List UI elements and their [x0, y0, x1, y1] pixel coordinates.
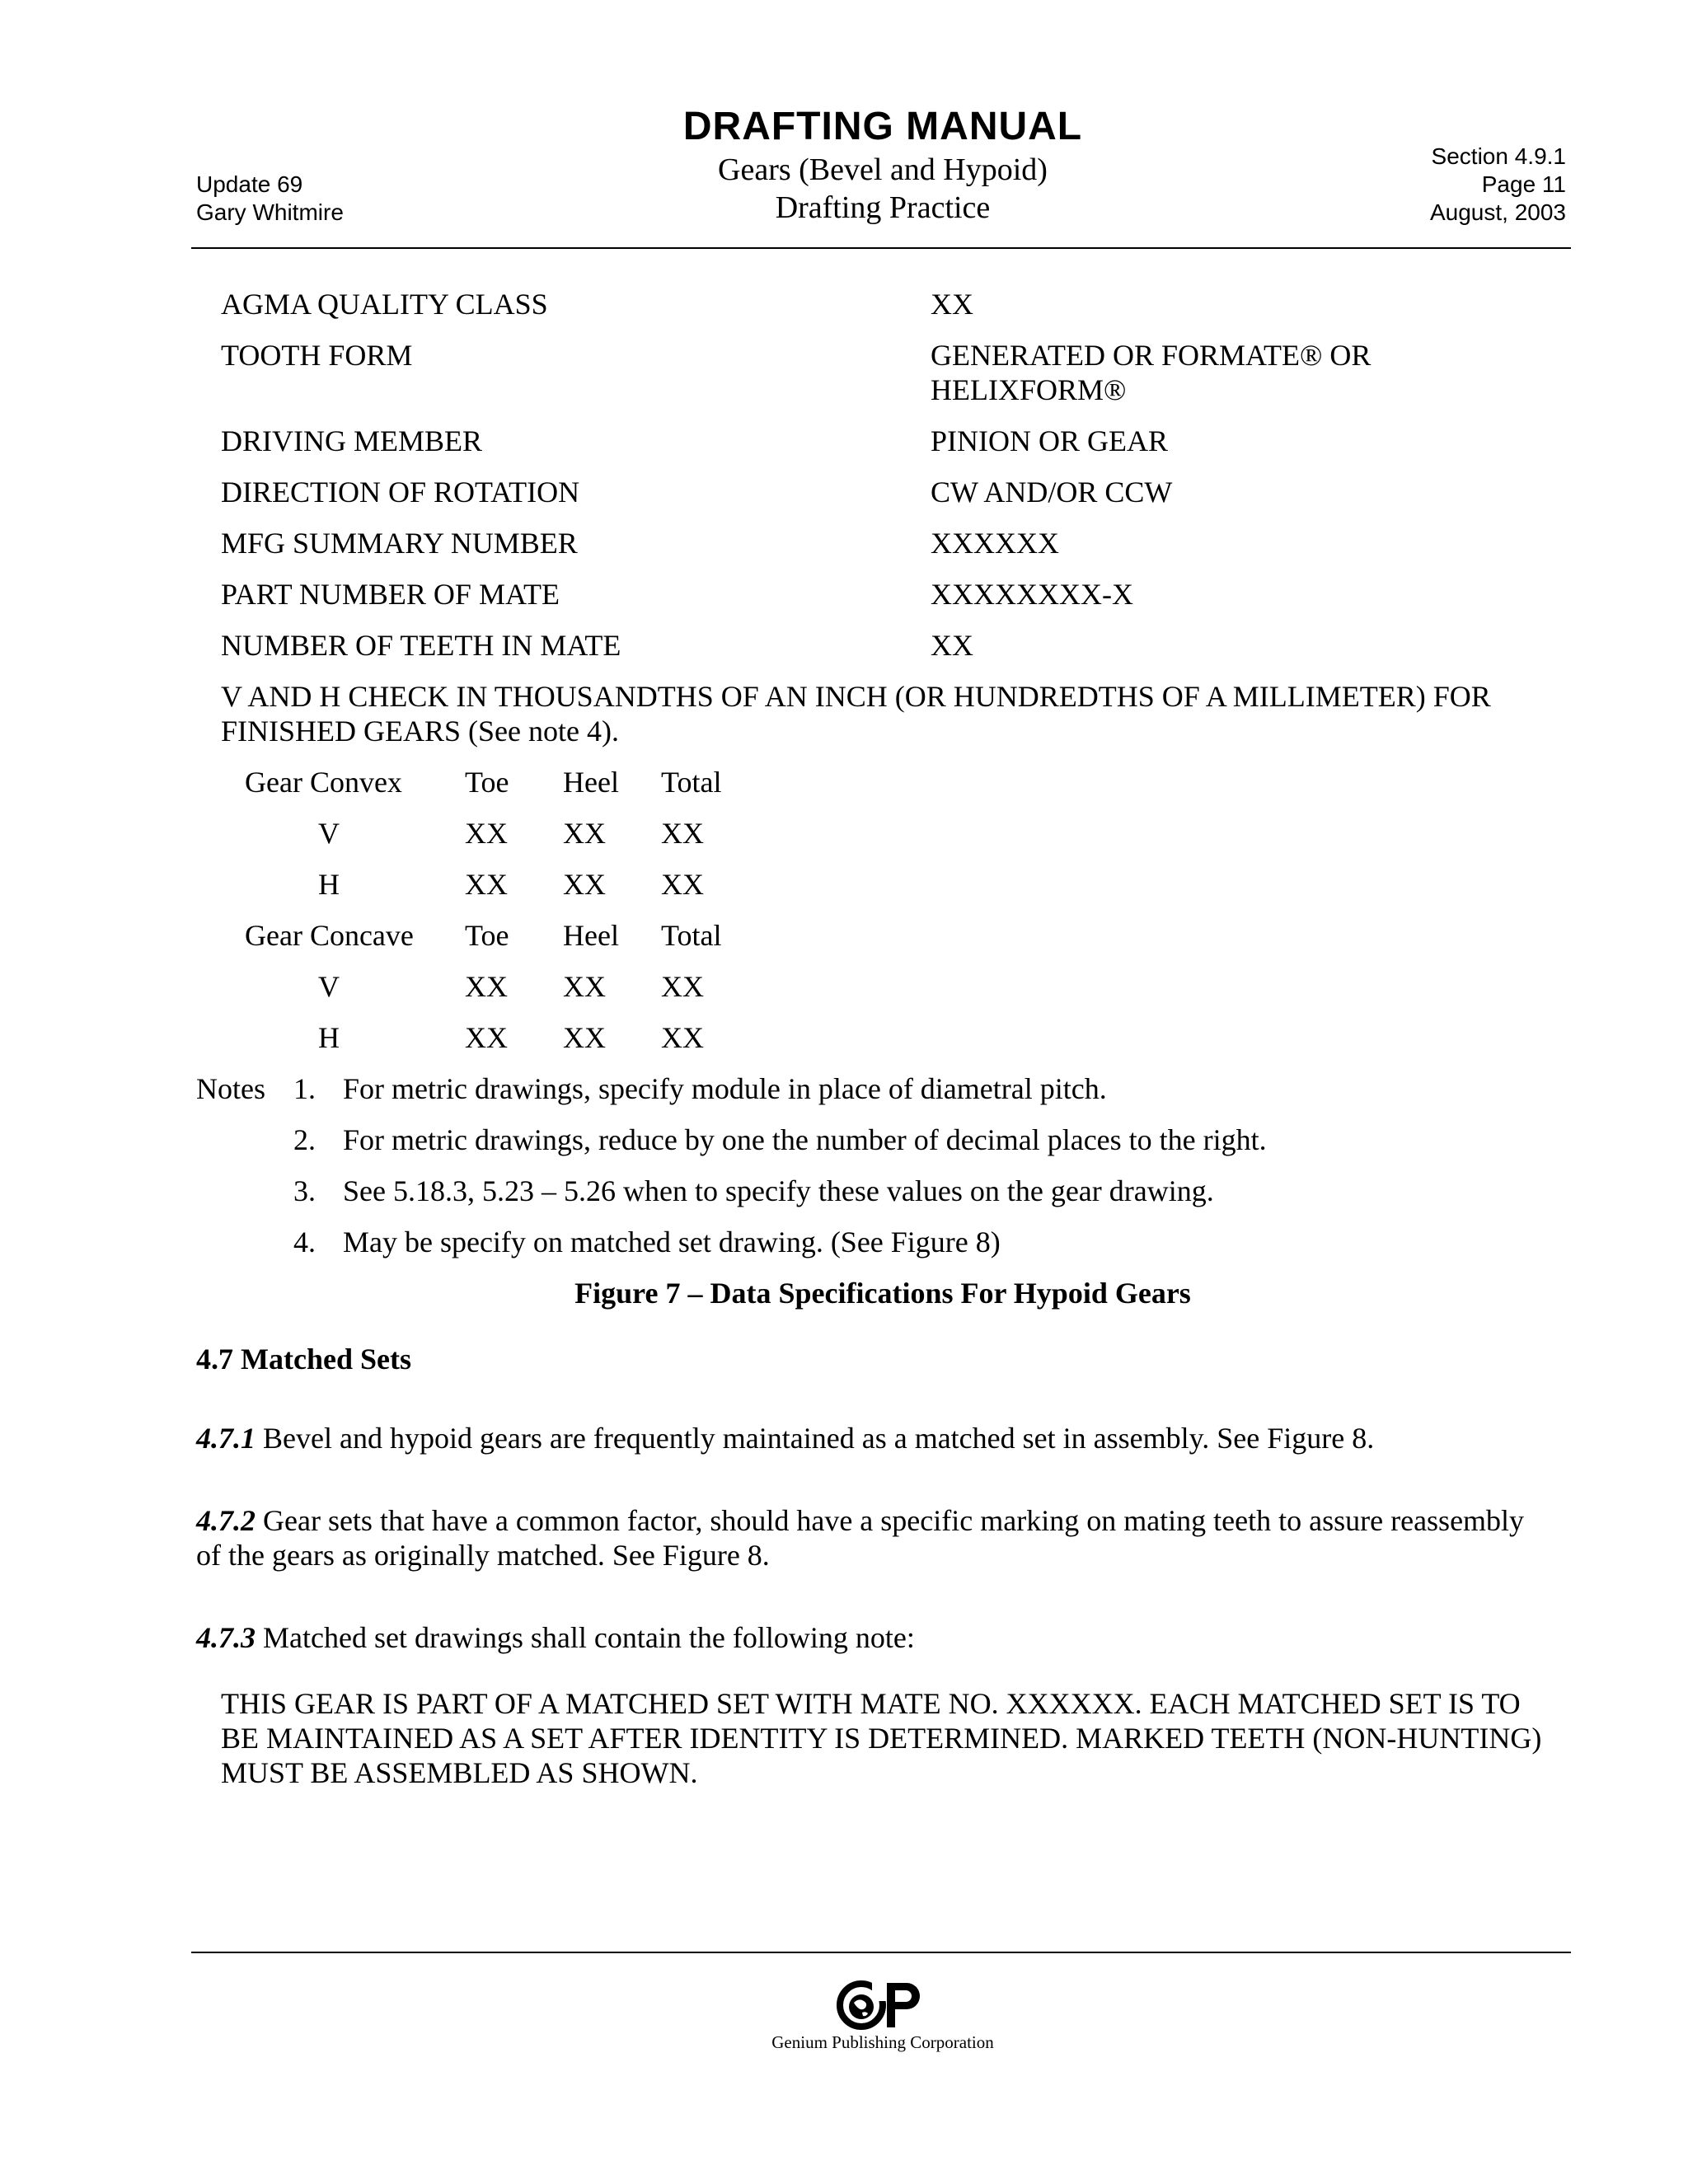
- table-row: [0, 1020, 1688, 1055]
- spec-label: PART NUMBER OF MATE: [221, 578, 560, 611]
- matched-set-note-line: THIS GEAR IS PART OF A MATCHED SET WITH MATE NO. XXXXXX. EACH MATCHED SET IS TO: [221, 1687, 1521, 1720]
- paragraph-number: 4.7.1: [196, 1422, 256, 1455]
- table-cell: Heel: [563, 919, 619, 952]
- spec-value: PINION OR GEAR: [931, 424, 1168, 457]
- paragraph-4-7-3: [196, 1620, 915, 1655]
- spec-label: DIRECTION OF ROTATION: [221, 476, 580, 509]
- spec-value: CW AND/OR CCW: [931, 476, 1173, 509]
- table-cell: XX: [661, 1021, 704, 1054]
- update-number: Update 69: [196, 171, 303, 197]
- spec-label: MFG SUMMARY NUMBER: [221, 527, 578, 560]
- table-cell: XX: [465, 1021, 508, 1054]
- section-number: Section 4.9.1: [1431, 143, 1566, 169]
- table-cell: XX: [661, 970, 704, 1003]
- spec-value: XXXXXXXX-X: [931, 578, 1133, 611]
- spec-value: GENERATED OR FORMATE® OR: [931, 339, 1372, 372]
- paragraph-4-7-1: [196, 1421, 1374, 1455]
- manual-title: DRAFTING MANUAL: [682, 105, 1083, 148]
- notes-label: Notes: [196, 1072, 265, 1105]
- matched-set-note-line: BE MAINTAINED AS A SET AFTER IDENTITY IS DETERMINED. MARKED TEETH (NON-HUNTING): [221, 1722, 1542, 1755]
- note-text: May be specify on matched set drawing. (See Figure 8): [343, 1226, 1001, 1258]
- figure-caption: Figure 7 – Data Specifications For Hypoid Gears: [574, 1277, 1191, 1310]
- table-cell: Gear Convex: [245, 766, 402, 799]
- table-cell: XX: [465, 970, 508, 1003]
- table-cell: Toe: [465, 766, 509, 799]
- table-cell: Total: [661, 766, 722, 799]
- document-subtitle: Gears (Bevel and Hypoid): [718, 152, 1048, 187]
- table-cell: H: [318, 868, 340, 901]
- spec-value: XXXXXX: [931, 527, 1059, 560]
- table-cell: XX: [563, 970, 606, 1003]
- publisher-name: Genium Publishing Corporation: [771, 2032, 994, 2052]
- paragraph-text: Gear sets that have a common factor, should have a specific marking on mating teeth to assure reassembly: [256, 1504, 1525, 1537]
- table-cell: Heel: [563, 766, 619, 799]
- table-cell: XX: [563, 868, 606, 901]
- section-heading: 4.7 Matched Sets: [196, 1343, 411, 1376]
- table-cell: XX: [465, 817, 508, 850]
- issue-date: August, 2003: [1429, 199, 1566, 225]
- table-cell: Total: [661, 919, 722, 952]
- table-cell: Toe: [465, 919, 509, 952]
- note-text: For metric drawings, specify module in place of diametral pitch.: [343, 1072, 1107, 1105]
- table-row: [0, 867, 1688, 902]
- paragraph-number: 4.7.3: [196, 1621, 256, 1654]
- table-cell: V: [318, 970, 340, 1003]
- spec-value-continued: HELIXFORM®: [931, 373, 1127, 406]
- page-number: Page 11: [1481, 171, 1566, 197]
- vh-check-text: FINISHED GEARS (See note 4).: [221, 715, 619, 748]
- note-number: 4.: [293, 1226, 316, 1258]
- paragraph-4-7-2: [196, 1503, 1524, 1538]
- table-row: [0, 969, 1688, 1004]
- gear-convex-header: [0, 765, 1688, 799]
- table-row: [0, 816, 1688, 851]
- table-cell: H: [318, 1021, 340, 1054]
- note-number: 1.: [293, 1072, 316, 1105]
- table-cell: XX: [661, 817, 704, 850]
- table-cell: V: [318, 817, 340, 850]
- genium-logo: [836, 1980, 928, 2031]
- header-rule: [191, 247, 1571, 249]
- table-cell: Gear Concave: [245, 919, 414, 952]
- paragraph-text: Matched set drawings shall contain the following note:: [256, 1621, 915, 1654]
- note-text: See 5.18.3, 5.23 – 5.26 when to specify these values on the gear drawing.: [343, 1174, 1214, 1207]
- spec-label: AGMA QUALITY CLASS: [221, 288, 548, 321]
- table-cell: XX: [465, 868, 508, 901]
- author-name: Gary Whitmire: [196, 199, 344, 225]
- table-cell: XX: [563, 1021, 606, 1054]
- paragraph-text: Bevel and hypoid gears are frequently maintained as a matched set in assembly. See Figure 8.: [256, 1422, 1375, 1455]
- spec-value: XX: [931, 288, 973, 321]
- table-cell: XX: [661, 868, 704, 901]
- note-text: For metric drawings, reduce by one the number of decimal places to the right.: [343, 1123, 1267, 1156]
- matched-set-note-line: MUST BE ASSEMBLED AS SHOWN.: [221, 1756, 698, 1789]
- note-number: 3.: [293, 1174, 316, 1207]
- table-cell: XX: [563, 817, 606, 850]
- vh-check-text: V AND H CHECK IN THOUSANDTHS OF AN INCH (OR HUNDREDTHS OF A MILLIMETER) FOR: [221, 680, 1491, 713]
- gear-concave-header: [0, 918, 1688, 953]
- spec-label: NUMBER OF TEETH IN MATE: [221, 629, 621, 662]
- note-number: 2.: [293, 1123, 316, 1156]
- paragraph-number: 4.7.2: [196, 1504, 256, 1537]
- paragraph-text: of the gears as originally matched. See Figure 8.: [196, 1539, 770, 1572]
- spec-label: DRIVING MEMBER: [221, 424, 483, 457]
- spec-label: TOOTH FORM: [221, 339, 413, 372]
- document-subtitle-2: Drafting Practice: [775, 190, 991, 225]
- footer-rule: [191, 1952, 1571, 1953]
- spec-value: XX: [931, 629, 973, 662]
